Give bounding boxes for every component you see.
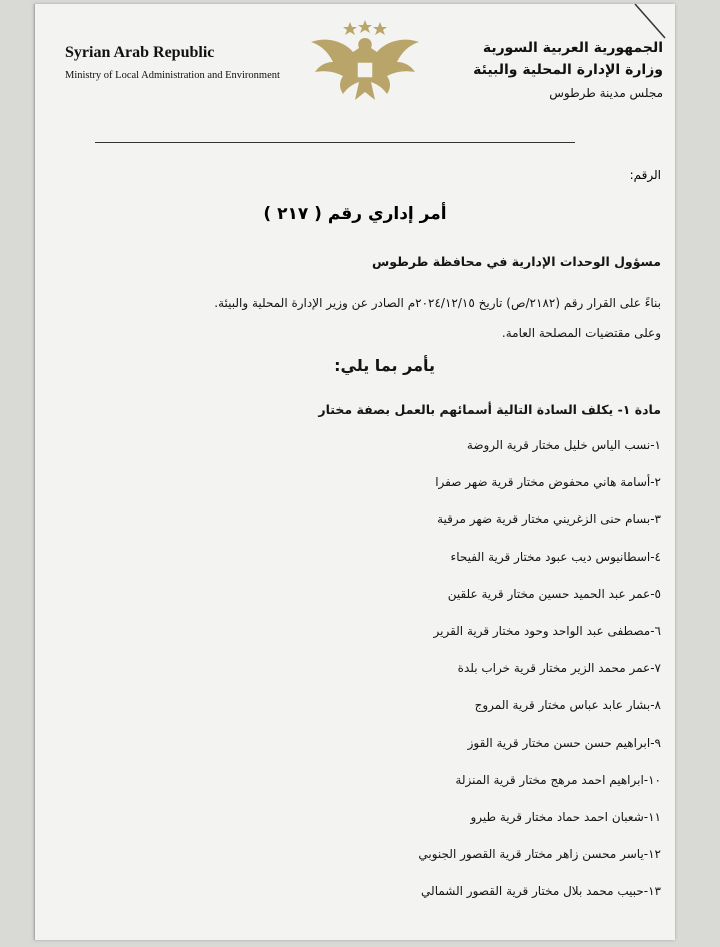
issuing-authority: مسؤول الوحدات الإدارية في محافظة طرطوس <box>372 254 661 269</box>
list-item: ٥-عمر عبد الحميد حسين مختار قرية علقين <box>447 586 661 601</box>
list-item: ٦-مصطفى عبد الواحد وحود مختار قرية القرير <box>433 623 661 638</box>
corner-slash-mark <box>627 4 667 44</box>
arabic-ministry-name: وزارة الإدارة المحلية والبيئة <box>473 62 663 78</box>
list-item: ٣-بسام حنى الزغريني مختار قرية ضهر مرقية <box>437 512 661 527</box>
arabic-letterhead <box>473 40 663 100</box>
eagle-emblem-icon <box>305 18 425 103</box>
arabic-country-name: الجمهورية العربية السورية <box>482 40 663 56</box>
orders-heading: يأمر بما يلي: <box>334 356 435 375</box>
list-item: ١-نسب الياس خليل مختار قرية الروضة <box>466 438 661 452</box>
document-page <box>34 4 675 940</box>
list-item: ١٣-حبيب محمد بلال مختار قرية القصور الشمالي <box>421 884 661 899</box>
list-item: ٨-بشار عابد عباس مختار قرية المروج <box>474 698 661 713</box>
list-item: ١٢-ياسر محسن زاهر مختار قرية القصور الجنوبي <box>418 847 661 862</box>
list-item: ٧-عمر محمد الزير مختار قرية خراب بلدة <box>457 661 661 676</box>
article-1: مادة ١- يكلف السادة التالية أسمائهم بالعمل بصفة مختار <box>318 402 661 417</box>
arabic-council-name: مجلس مدينة طرطوس <box>549 86 663 100</box>
reference-number-label: الرقم: <box>629 168 661 182</box>
list-item: ١١-شعبان احمد حماد مختار قرية طيرو <box>470 809 661 824</box>
list-item: ٢-أسامة هاني محفوض مختار قرية ضهر صفرا <box>435 475 661 490</box>
document-title: أمر إداري رقم ( ٢١٧ ) <box>263 204 447 224</box>
legal-basis-public-interest: وعلى مقتضيات المصلحة العامة. <box>501 326 661 340</box>
english-ministry-name: Ministry of Local Administration and Environment <box>65 70 280 81</box>
header-divider <box>95 142 575 143</box>
appointees-list <box>418 434 661 917</box>
english-letterhead <box>65 44 280 81</box>
list-item: ٩-ابراهيم حسن حسن مختار قرية القوز <box>467 735 661 750</box>
list-item: ٤-اسطانيوس ديب عبود مختار قرية الفيحاء <box>450 549 661 564</box>
english-country-name: Syrian Arab Republic <box>65 44 215 61</box>
list-item: ١٠-ابراهيم احمد مرهج مختار قرية المنزلة <box>455 772 661 787</box>
legal-basis-decision: بناءً على القرار رقم (٢١٨٢/ص) تاريخ ٢٠٢٤/١٢/١٥م الصادر عن وزير الإدارة المحلية والبيئة. <box>214 296 661 310</box>
